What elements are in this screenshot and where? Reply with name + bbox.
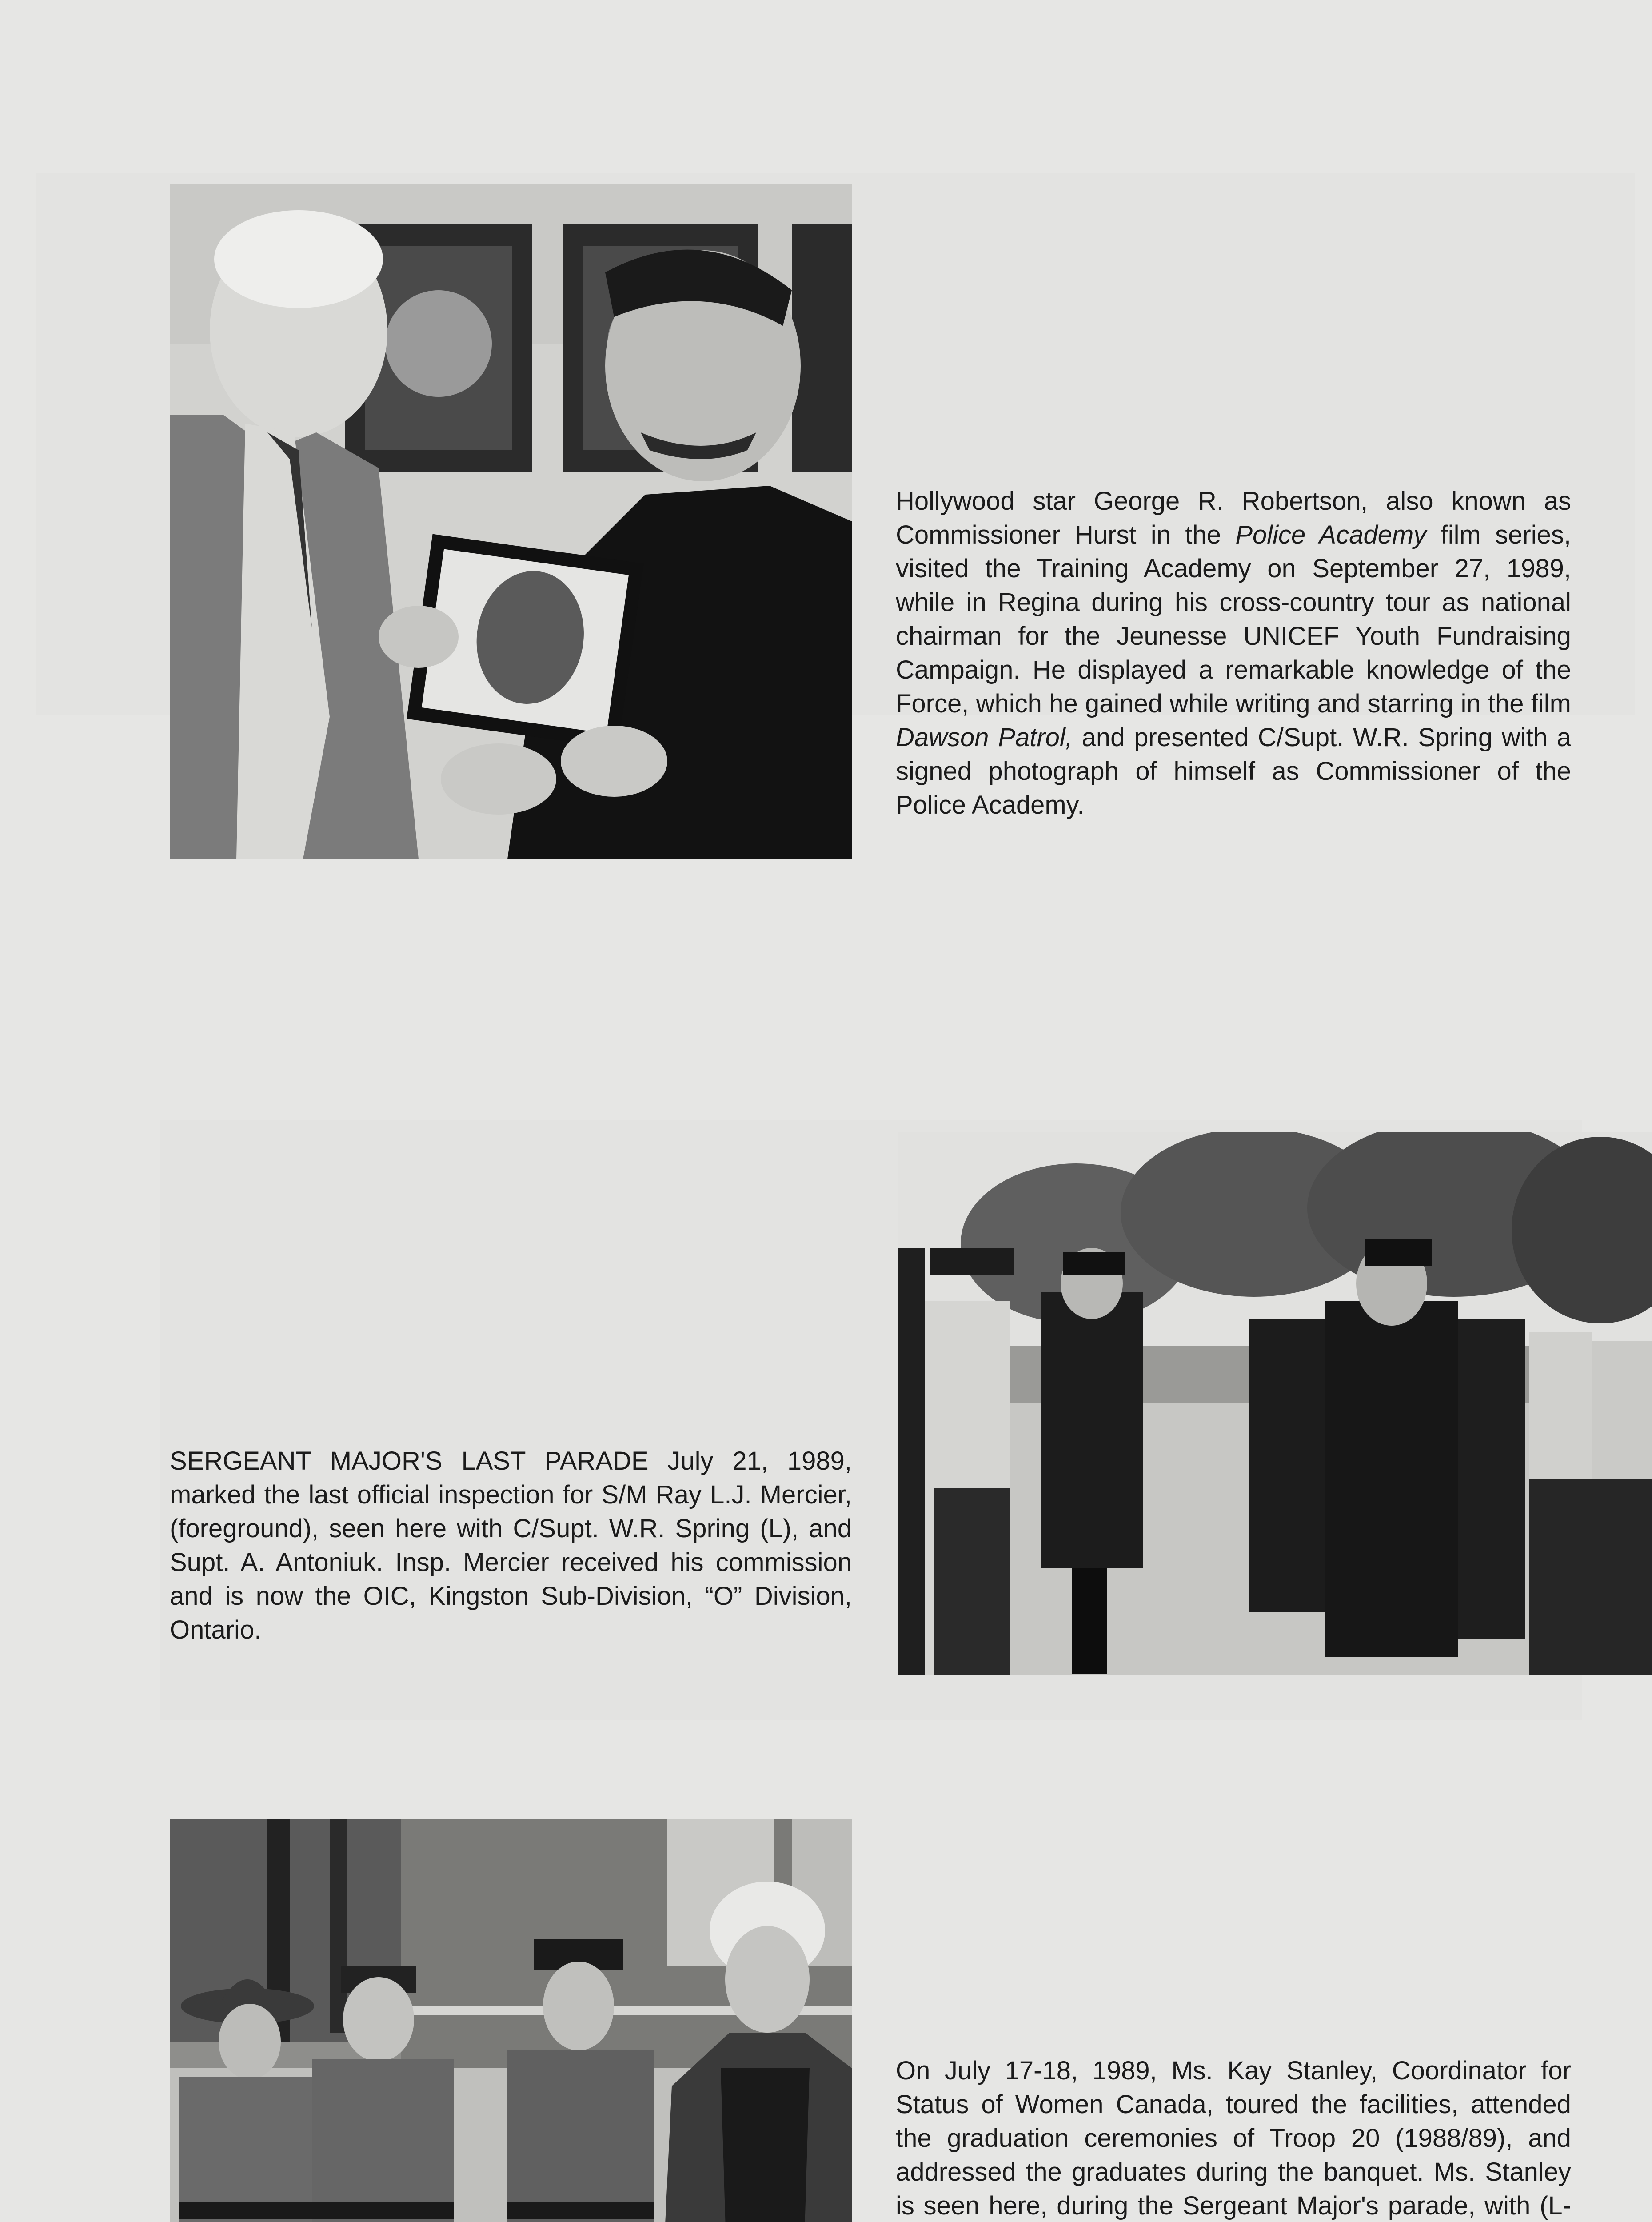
caption-robertson-part1: Hollywood star George R. Robertson, also known as Commissioner Hurst in the — [896, 487, 1571, 549]
caption-parade-heading: SERGEANT MAJOR'S LAST PARADE — [170, 1447, 649, 1475]
caption-stanley — [896, 2054, 1571, 2222]
caption-robertson-part3: and presented C/Supt. W.R. Spring with a signed photograph of himself as Commissioner of the Police Academy. — [896, 723, 1571, 819]
caption-robertson-film-title: Police Academy — [1235, 520, 1427, 549]
photo-last-parade — [898, 1132, 1652, 1675]
caption-stanley-text: On July 17-18, 1989, Ms. Kay Stanley, Coordinator for Status of Women Canada, toured the facilities, attended the graduation ceremonies of Troop 20 (1988/89), and addressed the graduates during the banquet. Ms. Stanley is seen here, during the Sergeant Major's parade, with (L- — [896, 2056, 1571, 2220]
photo-robertson-spring — [170, 184, 852, 859]
caption-robertson-film-dawson: Dawson Patrol, — [896, 723, 1073, 752]
caption-parade-text: July 21, 1989, marked the last official inspection for S/M Ray L.J. Mercier, (foreground), seen here with C/Supt. W.R. Spring (L), and Supt. A. Antoniuk. Insp. Mercier received his commission and is now the OIC, Kingston Sub-Division, “O” Division, Ontario. — [170, 1447, 852, 1644]
caption-parade — [170, 1444, 852, 1647]
caption-robertson — [896, 484, 1571, 822]
caption-robertson-part2: film series, visited the Training Academy on September 27, 1989, while in Regina during his cross-country tour as national chairman for the Jeunesse UNICEF Youth Fundraising Campaign. He displayed a remarkable knowledge of the Force, which he gained while writing and starring in the film — [896, 520, 1571, 718]
photo-kay-stanley — [170, 1819, 852, 2222]
